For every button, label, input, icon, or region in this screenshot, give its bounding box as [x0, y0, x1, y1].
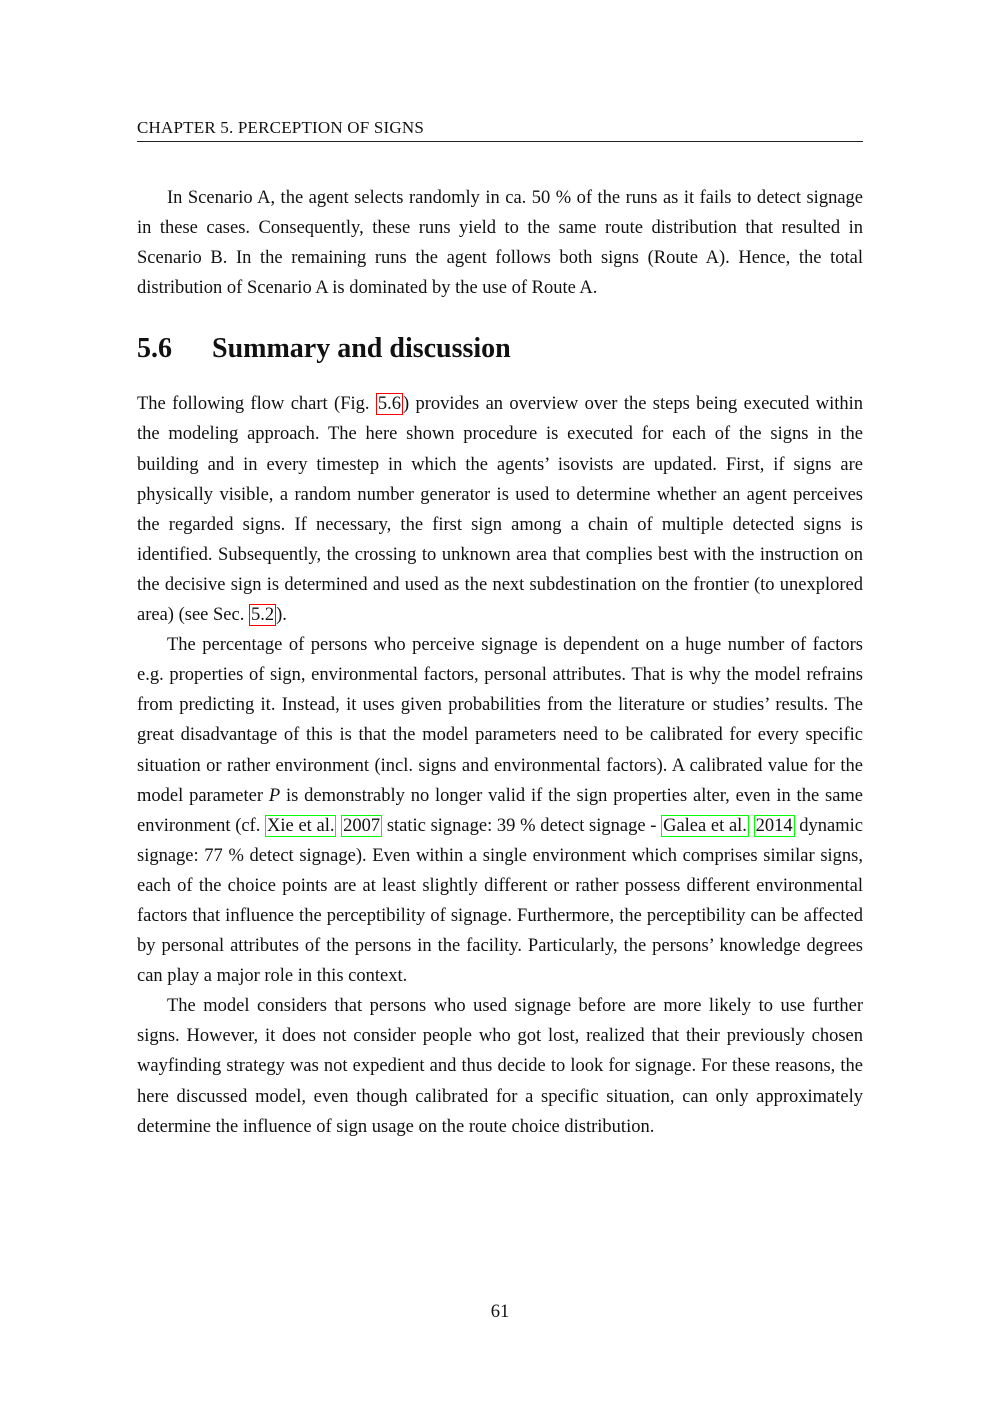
paragraph-flow-chart — [137, 389, 863, 630]
section-number: 5.6 — [137, 333, 172, 365]
paragraph-text: static signage: 39 % detect signage - — [382, 815, 662, 836]
intro-paragraph: In Scenario A, the agent selects randomly in ca. 50 % of the runs as it fails to detect signage in these cases. Consequently, these runs yield to the same route distribution that resulted in Scenario B. In the remaining runs the agent follows both signs (Route A). Hence, the total distribution of Scenario A is dominated by the use of Route A. — [137, 188, 863, 299]
citation-galea-year-link[interactable]: 2014 — [755, 815, 793, 836]
parameter-symbol: P — [268, 785, 281, 806]
paragraph-text: The percentage of persons who perceive signage is dependent on a huge number of factors e.g. properties of sign, environmental factors, personal attributes. That is why the model refrains from predicting it. Instead, it uses given probabilities from the literature or studies’ results. The great disadvantage of this is that the model parameters need to be calibrated for every specific situation or rather environment (incl. signs and environmental factors). A calibrated value for the model parameter — [137, 635, 863, 806]
body-text — [137, 183, 863, 1142]
paragraph-perception — [137, 630, 863, 991]
section-heading — [137, 331, 863, 367]
section-reference-link[interactable]: 5.2 — [250, 605, 275, 626]
figure-reference-link[interactable]: 5.6 — [377, 394, 401, 415]
running-head: CHAPTER 5. PERCEPTION OF SIGNS — [137, 118, 863, 142]
paragraph-model-considerations: The model considers that persons who used signage before are more likely to use further signs. However, it does not consider people who got lost, realized that their previously chosen wayfinding strategy was not expedient and thus decide to look for signage. For these reasons, the here discussed model, even though calibrated for a specific situation, can only approximately determine the influence of sign usage on the route choice distribution. — [137, 996, 863, 1137]
paragraph-text: ). — [276, 605, 287, 626]
paragraph-text: dynamic signage: 77 % detect signage). Even within a single environment which comprises similar signs, each of the choice points are at least slightly different or rather possess different environmental factors that influence the perceptibility of signage. Furthermore, the perceptibility can be affected by personal attributes of the persons in the facility. Particularly, the persons’ knowledge degrees can play a major role in this context. — [137, 815, 864, 987]
paragraph-text: is demonstrably no longer valid if the sign properties alter, even in the same environment (cf. — [137, 785, 864, 836]
page — [137, 0, 863, 1414]
citation-galea-author-link[interactable]: Galea et al. — [663, 815, 747, 836]
paragraph-text: The following flow chart (Fig. — [137, 394, 376, 415]
page-number: 61 — [490, 1302, 510, 1322]
citation-xie-year-link[interactable]: 2007 — [343, 815, 381, 836]
section-title: Summary and discussion — [212, 333, 511, 365]
paragraph-text: ) provides an overview over the steps being executed within the modeling approach. The here shown procedure is executed for each of the signs in the building and in every timestep in which the agents’ isovists are updated. First, if signs are physically visible, a random number generator is used to determine whether an agent perceives the regarded signs. If necessary, the first sign among a chain of multiple detected signs is identified. Subsequently, the crossing to unknown area that complies best with the instruction on the decisive sign is determined and used as the next subdestination on the frontier (to unexplored area) (see Sec. — [137, 394, 863, 626]
citation-xie-author-link[interactable]: Xie et al. — [267, 815, 335, 836]
